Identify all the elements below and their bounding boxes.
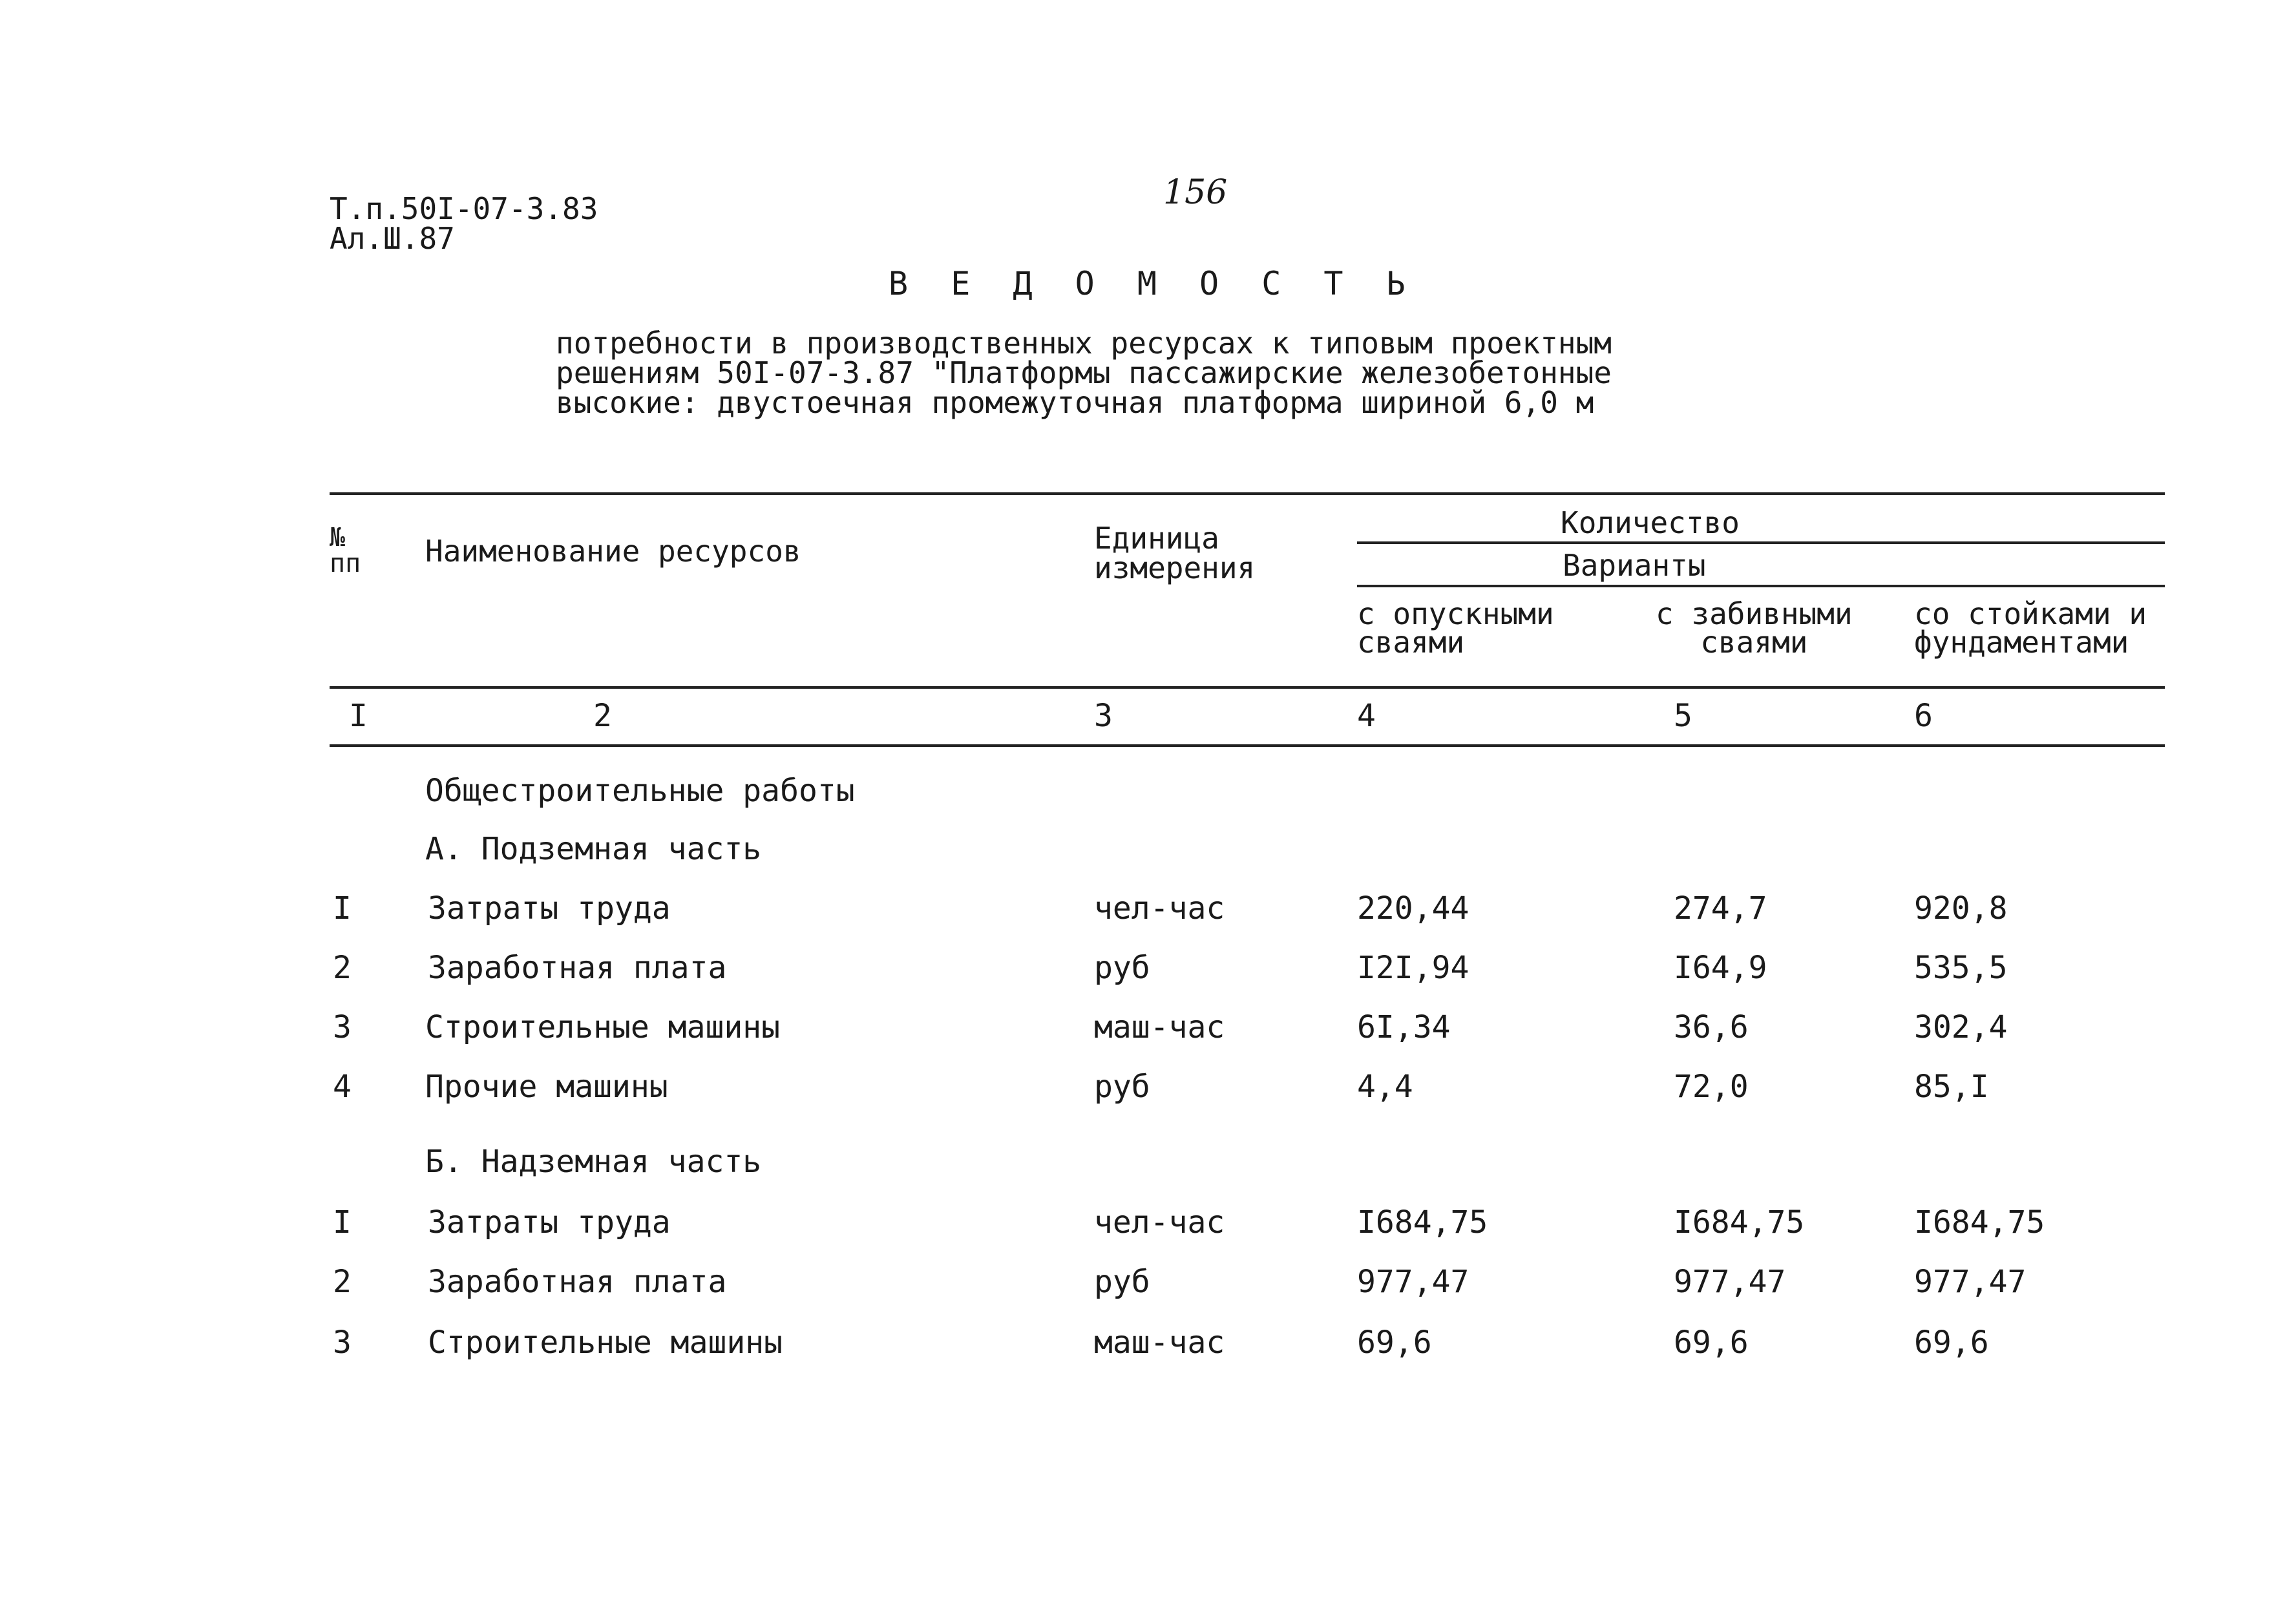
row-name: Прочие машины [425,1069,668,1105]
row-value-3: 535,5 [1914,950,2008,986]
variants-rule [1357,585,2165,587]
row-unit: маш-час [1094,1009,1225,1045]
group-a-title-row [0,819,2296,879]
row-value-3: 977,47 [1914,1264,2027,1300]
row-num: 4 [333,1069,352,1105]
row-num: I [333,1204,352,1241]
group-a-title: А. Подземная часть [425,831,762,867]
table-top-rule [330,492,2165,495]
header-variant-2-line2: сваями [1700,625,1808,660]
group-b-title-row [0,1132,2296,1191]
header-variant-2-line1: с забивными [1656,596,1853,631]
column-number-6: 6 [1914,698,1933,734]
doc-reference-line2: Ал.Ш.87 [330,221,455,256]
group-b-title: Б. Надземная часть [425,1144,762,1180]
header-variant-1 [1357,596,1554,660]
row-unit: руб [1094,1069,1150,1105]
column-number-2: 2 [593,698,612,734]
header-name: Наименование ресурсов [425,534,801,569]
table-row [0,879,2296,938]
row-unit: руб [1094,1264,1150,1300]
table-row [0,1313,2296,1372]
row-unit: чел-час [1094,1204,1225,1241]
row-name: Заработная плата [428,950,727,986]
document-title: В Е Д О М О С Т Ь [889,265,1417,302]
column-number-1: I [349,698,368,734]
row-value-2: 977,47 [1674,1264,1786,1300]
row-value-2: I64,9 [1674,950,1767,986]
row-value-3: 69,6 [1914,1325,1989,1361]
row-value-1: 4,4 [1357,1069,1413,1105]
header-unit-line1: Единица [1094,521,1219,556]
table-row [0,998,2296,1057]
row-name: Затраты труда [428,890,671,927]
header-variant-2 [1656,596,1853,660]
row-value-3: I684,75 [1914,1204,2045,1241]
header-variant-1-line1: с опускными [1357,596,1554,631]
row-value-3: 302,4 [1914,1009,2008,1045]
row-unit: чел-час [1094,890,1225,927]
row-value-1: 220,44 [1357,890,1469,927]
document-subtitle [556,326,1612,420]
row-name: Затраты труда [428,1204,671,1241]
header-unit [1094,523,1255,583]
doc-reference [330,191,598,256]
row-unit: руб [1094,950,1150,986]
column-number-3: 3 [1094,698,1113,734]
row-value-1: 977,47 [1357,1264,1469,1300]
row-value-1: 69,6 [1357,1325,1432,1361]
row-name: Строительные машины [425,1009,781,1045]
row-num: I [333,890,352,927]
row-value-2: 274,7 [1674,890,1767,927]
table-row [0,1193,2296,1252]
row-value-1: I2I,94 [1357,950,1469,986]
row-value-3: 85,I [1914,1069,1989,1105]
row-num: 2 [333,950,352,986]
header-quantity: Количество [1561,505,1740,540]
header-variants: Варианты [1563,548,1706,583]
table-row [0,938,2296,998]
row-unit: маш-час [1094,1325,1225,1361]
row-num: 3 [333,1009,352,1045]
row-value-1: I684,75 [1357,1204,1488,1241]
row-num: 3 [333,1325,352,1361]
header-num-line1: № [330,523,346,552]
table-row [0,1057,2296,1116]
header-variant-1-line2: сваями [1357,625,1465,660]
header-unit-line2: измерения [1094,550,1256,585]
row-value-2: 36,6 [1674,1009,1749,1045]
header-num [330,525,361,576]
subtitle-line1: потребности в производственных ресурсах к типовым проектным [556,326,1612,361]
table-row [0,1252,2296,1312]
section-title-row [0,761,2296,821]
header-num-line2: пп [330,549,361,578]
section-title: Общестроительные работы [425,773,855,809]
column-number-5: 5 [1674,698,1692,734]
subtitle-line3: высокие: двустоечная промежуточная платформа шириной 6,0 м [556,385,1594,420]
row-name: Строительные машины [428,1325,783,1361]
row-value-2: 69,6 [1674,1325,1749,1361]
row-value-2: I684,75 [1674,1204,1805,1241]
header-variant-3-line1: со стойками и [1914,596,2147,631]
row-name: Заработная плата [428,1264,727,1300]
header-variant-3 [1914,596,2147,660]
page-number: 156 [1163,173,1228,212]
row-value-1: 6I,34 [1357,1009,1451,1045]
column-numbers-row [0,686,2296,746]
header-variant-3-line2: фундаментами [1914,625,2129,660]
subtitle-line2: решениям 50I-07-3.87 "Платформы пассажирские железобетонные [556,355,1612,390]
doc-reference-line1: Т.п.50I-07-3.83 [330,191,598,226]
quantity-rule [1357,541,2165,544]
column-number-4: 4 [1357,698,1376,734]
row-value-2: 72,0 [1674,1069,1749,1105]
row-value-3: 920,8 [1914,890,2008,927]
row-num: 2 [333,1264,352,1300]
